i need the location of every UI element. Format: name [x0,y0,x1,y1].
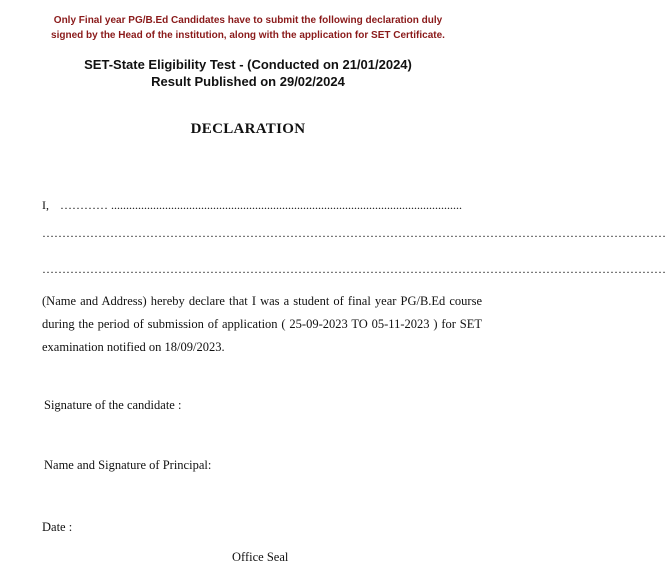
candidate-signature-label: Signature of the candidate : [44,398,182,412]
principal-signature-label: Name and Signature of Principal: [44,458,212,472]
notice-line-1: Only Final year PG/B.Ed Candidates have to submit the following declaration duly [53,15,443,26]
page-title: DECLARATION [190,121,306,137]
name-fill-line[interactable]: ………… ..................................................................................................................... [60,198,462,212]
declaration-paragraph: (Name and Address) hereby declare that I was a student of final year PG/B.Ed course during the period of submission of application ( 25-09-2023 TO 05-11-2023 ) for SET examination notified on 18/09/2023. [42,294,482,354]
address-fill-line-1[interactable]: ………………………………………………………………………………………………………………………………………… [42,226,666,240]
name-prefix: I, [42,198,49,212]
notice-line-2: signed by the Head of the institution, along with the application for SET Certificate. [51,30,445,41]
office-seal-label: Office Seal [232,550,289,564]
address-fill-line-2[interactable]: ………………………………………………………………………………………………………………………………………… [42,262,666,276]
exam-heading-line-1: SET-State Eligibility Test - (Conducted on 21/01/2024) [84,57,412,72]
exam-heading-line-2: Result Published on 29/02/2024 [151,74,345,89]
date-label: Date : [42,520,73,534]
